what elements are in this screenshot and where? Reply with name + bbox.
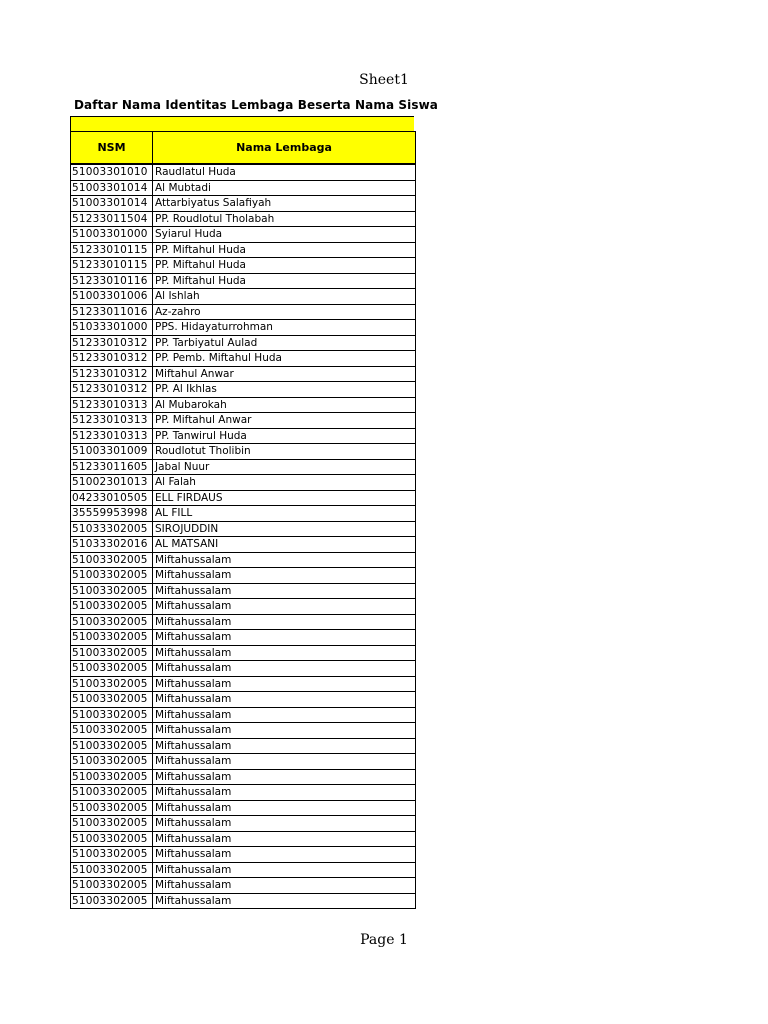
table-row (71, 893, 416, 909)
nsm-cell: 51003302005 (71, 614, 153, 630)
nsm-cell: 51233010116 (71, 273, 153, 289)
table-row (71, 816, 416, 832)
nsm-cell: 51003302005 (71, 800, 153, 816)
nsm-cell: 35559953998 (71, 506, 153, 522)
nama-lembaga-cell: Miftahussalam (153, 723, 416, 739)
nsm-cell: 51033301000 (71, 320, 153, 336)
nama-lembaga-cell: Jabal Nuur (153, 459, 416, 475)
nsm-cell: 51003302005 (71, 754, 153, 770)
table-row (71, 335, 416, 351)
nama-lembaga-cell: Miftahussalam (153, 692, 416, 708)
table-row (71, 413, 416, 429)
document-title: Daftar Nama Identitas Lembaga Beserta Nama Siswa (74, 98, 439, 112)
nama-lembaga-cell: Syiarul Huda (153, 227, 416, 243)
table-row (71, 552, 416, 568)
nsm-cell: 51033302016 (71, 537, 153, 553)
table-row (71, 304, 416, 320)
table-row (71, 273, 416, 289)
nsm-cell: 51003302005 (71, 583, 153, 599)
nsm-cell: 51003301014 (71, 196, 153, 212)
table-row (71, 351, 416, 367)
table-row (71, 506, 416, 522)
nama-lembaga-cell: Miftahussalam (153, 614, 416, 630)
nama-lembaga-cell: Roudlotut Tholibin (153, 444, 416, 460)
nsm-cell: 51003302005 (71, 878, 153, 894)
nsm-cell: 51002301013 (71, 475, 153, 491)
table-row (71, 180, 416, 196)
nsm-cell: 51003302005 (71, 816, 153, 832)
nsm-cell: 51003302005 (71, 707, 153, 723)
nsm-cell: 51003301014 (71, 180, 153, 196)
nsm-cell: 51233010115 (71, 258, 153, 274)
table-row (71, 785, 416, 801)
table-row (71, 475, 416, 491)
nsm-cell: 51003302005 (71, 552, 153, 568)
sheet-name: Sheet1 (359, 72, 409, 88)
nama-lembaga-cell: ELL FIRDAUS (153, 490, 416, 506)
nama-lembaga-cell: PP. Miftahul Huda (153, 258, 416, 274)
nsm-cell: 51003302005 (71, 568, 153, 584)
table-row (71, 258, 416, 274)
nama-lembaga-cell: Al Mubarokah (153, 397, 416, 413)
nama-lembaga-cell: Attarbiyatus Salafiyah (153, 196, 416, 212)
nama-lembaga-cell: Miftahussalam (153, 738, 416, 754)
nama-lembaga-cell: Miftahussalam (153, 707, 416, 723)
nsm-cell: 51233010313 (71, 428, 153, 444)
table-row (71, 800, 416, 816)
nama-lembaga-cell: PP. Miftahul Huda (153, 242, 416, 258)
nsm-cell: 04233010505 (71, 490, 153, 506)
nama-lembaga-cell: Al Mubtadi (153, 180, 416, 196)
nama-lembaga-cell: Miftahussalam (153, 568, 416, 584)
table-row (71, 707, 416, 723)
nama-lembaga-cell: Al Falah (153, 475, 416, 491)
nsm-cell: 51003302005 (71, 769, 153, 785)
column-header-nama-lembaga: Nama Lembaga (153, 132, 416, 165)
table-row (71, 428, 416, 444)
column-header-nsm: NSM (71, 132, 153, 165)
nsm-cell: 51233010115 (71, 242, 153, 258)
nama-lembaga-cell: PPS. Hidayaturrohman (153, 320, 416, 336)
table-row (71, 320, 416, 336)
nama-lembaga-cell: Al Ishlah (153, 289, 416, 305)
nsm-cell: 51033302005 (71, 521, 153, 537)
nsm-cell: 51233010312 (71, 366, 153, 382)
table-row (71, 289, 416, 305)
nama-lembaga-cell: Miftahussalam (153, 878, 416, 894)
nsm-cell: 51233010312 (71, 382, 153, 398)
nsm-cell: 51003302005 (71, 785, 153, 801)
table-row (71, 645, 416, 661)
header-band (70, 116, 414, 132)
nsm-cell: 51233011504 (71, 211, 153, 227)
table-row (71, 661, 416, 677)
nama-lembaga-cell: PP. Al Ikhlas (153, 382, 416, 398)
nsm-cell: 51003302005 (71, 847, 153, 863)
nsm-cell: 51233010312 (71, 335, 153, 351)
nsm-cell: 51233010313 (71, 397, 153, 413)
nama-lembaga-cell: PP. Miftahul Huda (153, 273, 416, 289)
table-row (71, 444, 416, 460)
nama-lembaga-cell: Miftahussalam (153, 552, 416, 568)
table-row (71, 847, 416, 863)
page-number: Page 1 (360, 932, 408, 948)
nsm-cell: 51003302005 (71, 645, 153, 661)
nama-lembaga-cell: Miftahussalam (153, 676, 416, 692)
institution-table (70, 131, 416, 909)
nsm-cell: 51003301010 (71, 164, 153, 180)
table-row (71, 397, 416, 413)
table-row (71, 769, 416, 785)
table-row (71, 723, 416, 739)
table-row (71, 196, 416, 212)
nsm-cell: 51003301000 (71, 227, 153, 243)
table-row (71, 227, 416, 243)
table-body (71, 164, 416, 909)
table-row (71, 459, 416, 475)
nama-lembaga-cell: Az-zahro (153, 304, 416, 320)
nama-lembaga-cell: Miftahussalam (153, 645, 416, 661)
nama-lembaga-cell: Miftahussalam (153, 583, 416, 599)
table-row (71, 568, 416, 584)
nama-lembaga-cell: Miftahussalam (153, 816, 416, 832)
nama-lembaga-cell: PP. Tanwirul Huda (153, 428, 416, 444)
nama-lembaga-cell: AL FILL (153, 506, 416, 522)
table-row (71, 878, 416, 894)
table-row (71, 862, 416, 878)
table-row (71, 831, 416, 847)
nama-lembaga-cell: SIROJUDDIN (153, 521, 416, 537)
nama-lembaga-cell: Miftahussalam (153, 630, 416, 646)
nsm-cell: 51003302005 (71, 692, 153, 708)
nsm-cell: 51003302005 (71, 723, 153, 739)
table-row (71, 521, 416, 537)
nsm-cell: 51003302005 (71, 893, 153, 909)
nsm-cell: 51233010313 (71, 413, 153, 429)
table-row (71, 490, 416, 506)
nama-lembaga-cell: AL MATSANI (153, 537, 416, 553)
table-row (71, 676, 416, 692)
nsm-cell: 51003302005 (71, 630, 153, 646)
table-row (71, 599, 416, 615)
nsm-cell: 51003302005 (71, 831, 153, 847)
table-row (71, 692, 416, 708)
nama-lembaga-cell: Miftahussalam (153, 599, 416, 615)
table-row (71, 211, 416, 227)
table-row (71, 242, 416, 258)
nsm-cell: 51003302005 (71, 599, 153, 615)
table-row (71, 614, 416, 630)
nama-lembaga-cell: Miftahul Anwar (153, 366, 416, 382)
table-row (71, 583, 416, 599)
table-row (71, 537, 416, 553)
nsm-cell: 51003301006 (71, 289, 153, 305)
nsm-cell: 51233011605 (71, 459, 153, 475)
nsm-cell: 51003302005 (71, 862, 153, 878)
nsm-cell: 51003302005 (71, 661, 153, 677)
table-row (71, 366, 416, 382)
nama-lembaga-cell: Miftahussalam (153, 831, 416, 847)
nama-lembaga-cell: Miftahussalam (153, 847, 416, 863)
nama-lembaga-cell: Raudlatul Huda (153, 164, 416, 180)
nsm-cell: 51003302005 (71, 676, 153, 692)
nsm-cell: 51003302005 (71, 738, 153, 754)
table-row (71, 630, 416, 646)
nama-lembaga-cell: Miftahussalam (153, 800, 416, 816)
nama-lembaga-cell: PP. Roudlotul Tholabah (153, 211, 416, 227)
nama-lembaga-cell: PP. Tarbiyatul Aulad (153, 335, 416, 351)
nama-lembaga-cell: Miftahussalam (153, 754, 416, 770)
nama-lembaga-cell: Miftahussalam (153, 893, 416, 909)
nama-lembaga-cell: Miftahussalam (153, 661, 416, 677)
table-header-row (71, 132, 416, 165)
nama-lembaga-cell: PP. Miftahul Anwar (153, 413, 416, 429)
nama-lembaga-cell: PP. Pemb. Miftahul Huda (153, 351, 416, 367)
nama-lembaga-cell: Miftahussalam (153, 785, 416, 801)
table-row (71, 164, 416, 180)
table-row (71, 382, 416, 398)
nama-lembaga-cell: Miftahussalam (153, 769, 416, 785)
table-row (71, 738, 416, 754)
nsm-cell: 51233011016 (71, 304, 153, 320)
nsm-cell: 51233010312 (71, 351, 153, 367)
nsm-cell: 51003301009 (71, 444, 153, 460)
table-row (71, 754, 416, 770)
nama-lembaga-cell: Miftahussalam (153, 862, 416, 878)
